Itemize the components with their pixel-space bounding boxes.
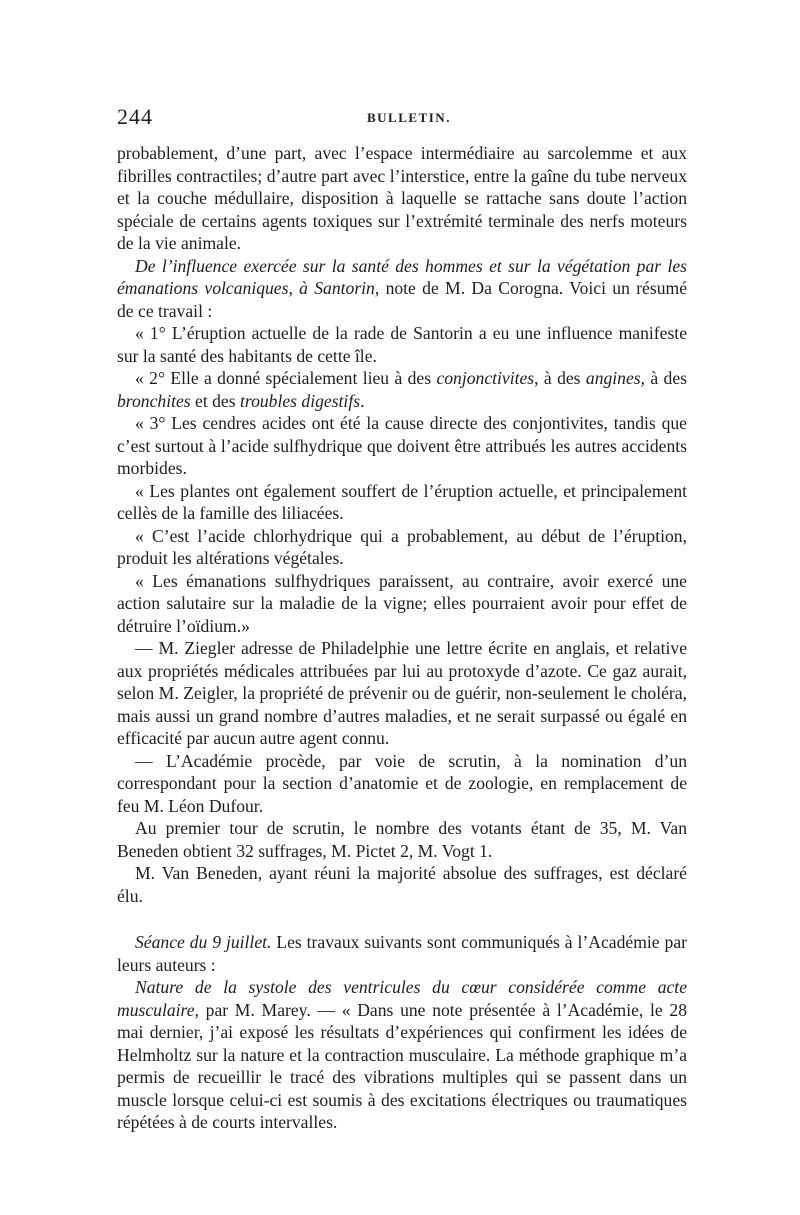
italic-term: angines: [585, 368, 641, 388]
text-run: , à des: [534, 368, 586, 388]
running-head: BULLETIN.: [367, 110, 451, 125]
text-run: , à des: [640, 368, 687, 388]
article-title: De l’influence exercée sur la santé des hommes et sur la végétation par les émanations volcaniques, à Santorin,: [117, 255, 687, 298]
paragraph: [117, 255, 687, 323]
italic-term: troubles digestifs: [239, 390, 361, 411]
paragraph: « Les plantes ont également souffert de l’éruption actuelle, et principalement cellès de la famille des liliacées.: [117, 480, 687, 523]
page-header: [117, 98, 687, 132]
paragraph-text: Les travaux suivants sont communiqués à l’Académie par leurs auteurs :: [117, 932, 687, 975]
paragraph: « 3° Les cendres acides ont été la cause directe des conjontivites, tandis que c’est surtout à l’acide sulfhydrique que doivent être attribués les autres accidents morbides.: [117, 413, 687, 478]
paragraph: — M. Ziegler adresse de Philadelphie une lettre écrite en anglais, et relative aux propriétés médicales attribuées par lui au protoxyde d’azote. Ce gaz aurait, selon M. Zeigler, la propriété de prévenir ou de guérir, non-seulement le choléra, mais aussi un grand nombre d’autres maladies, et ne serait surpassé ou égalé en efficacité par aucun autre agent connu.: [117, 638, 687, 748]
paragraph: M. Van Beneden, ayant réuni la majorité absolue des suffrages, est déclaré élu.: [117, 863, 687, 906]
paragraph: « C’est l’acide chlorhydrique qui a probablement, au début de l’éruption, produit les altérations végétales.: [117, 525, 687, 568]
paragraph: probablement, d’une part, avec l’espace intermédiaire au sarcolemme et aux fibrilles contractiles; d’autre part avec l’interstice, entre la gaîne du tube nerveux et la couche médullaire, disposition à laquelle se rattache sans doute l’action spéciale de certains agents toxiques sur l’extrémité terminale des nerfs moteurs de la vie animale.: [117, 143, 687, 253]
italic-term: bronchites: [117, 390, 191, 411]
body-text: [117, 142, 687, 1134]
article-title: Nature de la systole des ventricules du cœur considérée comme acte musculaire,: [117, 977, 687, 1020]
page-number: 244: [117, 104, 153, 129]
text-run: et des: [190, 390, 240, 411]
paragraph: Au premier tour de scrutin, le nombre des votants étant de 35, M. Van Beneden obtient 32 suffrages, M. Pictet 2, M. Vogt 1.: [117, 818, 687, 861]
paragraph: — L’Académie procède, par voie de scrutin, à la nomination d’un correspondant pour la section d’anatomie et de zoologie, en remplacement de feu M. Léon Dufour.: [117, 750, 687, 816]
paragraph: [117, 976, 687, 1134]
paragraph: « 1° L’éruption actuelle de la rade de Santorin a eu une influence manifeste sur la santé des habitants de cette île.: [117, 323, 687, 366]
text-run: « 2° Elle a donné spécialement lieu à des: [135, 368, 437, 388]
paragraph-text: par M. Marey. — « Dans une note présentée à l’Académie, le 28 mai dernier, j’ai exposé les résultats d’expériences qui confirment les idées de Helmholtz sur la nature et la contraction musculaire. La méthode graphique m’a permis de recueillir le tracé des vibrations multiples qui se passent dans un muscle lorsque celui-ci est soumis à des excitations électriques ou traumatiques répétées à de courts intervalles.: [117, 999, 687, 1132]
paragraph-text: note de M. Da Corogna. Voici un résumé de ce travail :: [117, 278, 687, 321]
session-title: Séance du 9 juillet.: [135, 932, 272, 952]
text-run: .: [360, 390, 365, 411]
paragraph: « Les émanations sulfhydriques paraissent, au contraire, avoir exercé une action salutaire sur la maladie de la vigne; elles pourraient avoir pour effet de détruire l’oïdium.»: [117, 570, 687, 636]
paragraph: [117, 367, 687, 412]
italic-term: conjonctivites: [436, 368, 535, 388]
paragraph: [117, 931, 687, 976]
